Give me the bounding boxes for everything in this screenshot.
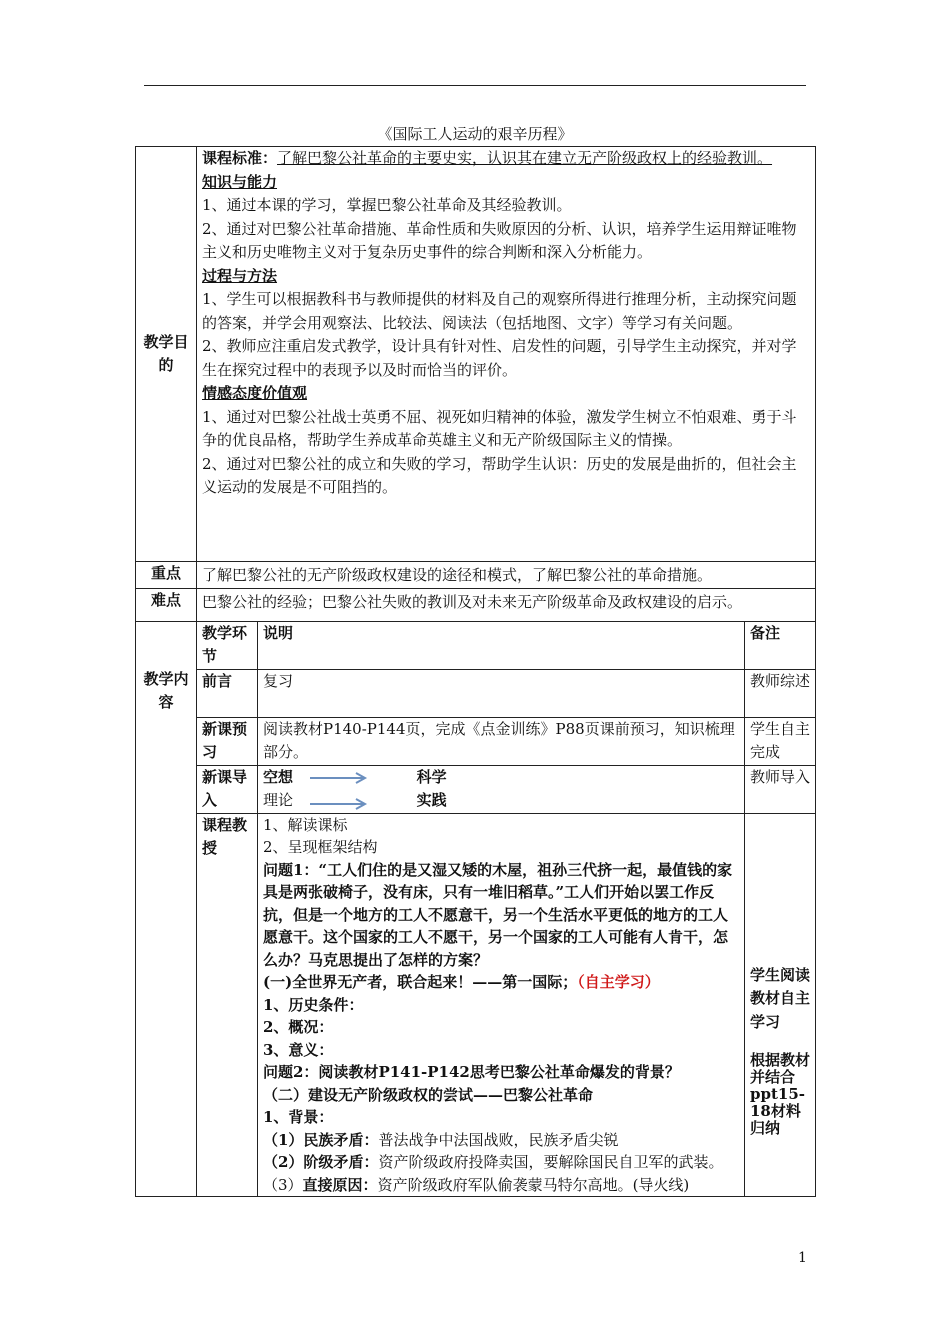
section-1-item-b: 2、概况： — [263, 1018, 334, 1036]
key-point-row — [136, 562, 816, 589]
intro-desc — [258, 765, 745, 813]
note-spacer — [750, 1034, 810, 1052]
teaching-note — [745, 813, 816, 1197]
knowledge-item-1: 1、通过本课的学习，掌握巴黎公社革命及其经验教训。 — [202, 196, 572, 214]
objectives-label: 教学目的 — [136, 147, 197, 562]
intro-line-1: 空想 科学 — [263, 767, 447, 786]
teaching-line-standard: 1、解读课标 — [263, 815, 348, 834]
emotion-heading: 情感态度价值观 — [202, 384, 308, 402]
preview-stage: 新课预习 — [197, 717, 258, 765]
teaching-desc — [258, 813, 745, 1197]
question-2: 问题2：阅读教材P141-P142思考巴黎公社革命爆发的背景？ — [263, 1063, 680, 1081]
difficulty-label: 难点 — [136, 588, 197, 621]
difficulty-row — [136, 588, 816, 621]
document-title: 《国际工人运动的艰辛历程》 — [377, 125, 573, 143]
intro-line-2: 理论 实践 — [263, 791, 447, 809]
emotion-item-1: 1、通过对巴黎公社战士英勇不屈、视死如归精神的体验，激发学生树立不怕艰难、勇于斗争的优良品格，帮助学生养成革命英雄主义和无产阶级国际主义的情操。 — [202, 407, 797, 449]
lesson-plan-table — [135, 146, 816, 1197]
background-item-2: （2）阶级矛盾：资产阶级政府投降卖国，要解除国民自卫军的武装。 — [263, 1153, 724, 1171]
question-1: 问题1：“工人们住的是又湿又矮的木屋，祖孙三代挤一起，最值钱的家具是两张破椅子，没有床，只有一堆旧稻草。”工人们开始以罢工作反抗，但是一个地方的工人不愿意干，另一个生活水平更低的地方的工人愿意干。这个国家的工人不愿干，另一个国家的工人可能有人肯干，怎么办？马克思提出了怎样的方案？ — [263, 860, 733, 969]
teaching-row — [136, 813, 816, 1197]
background-item-1: （1）民族矛盾：普法战争中法国战败，民族矛盾尖锐 — [263, 1130, 619, 1149]
page-number: 1 — [798, 1250, 807, 1266]
difficulty-text: 巴黎公社的经验；巴黎公社失败的教训及对未来无产阶级革命及政权建设的启示。 — [197, 588, 816, 621]
note-header: 备注 — [745, 621, 816, 669]
section-1-item-a: 1、历史条件： — [263, 995, 364, 1014]
course-standard: 课程标准：了解巴黎公社革命的主要史实，认识其在建立无产阶级政权上的经验教训。 — [202, 149, 773, 167]
background-heading: 1、背景： — [263, 1108, 334, 1126]
teaching-note-1: 学生阅读教材自主学习 — [750, 965, 811, 1031]
teaching-line-framework: 2、呈现框架结构 — [263, 838, 378, 856]
intro-note: 教师导入 — [745, 765, 816, 813]
preface-stage: 前言 — [197, 669, 258, 717]
section-2-heading: （二）建设无产阶级政权的尝试——巴黎公社革命 — [263, 1085, 594, 1104]
preface-row — [136, 669, 816, 717]
intro-stage: 新课导入 — [197, 765, 258, 813]
self-study-tag: （自主学习） — [577, 973, 660, 991]
teaching-stage: 课程教授 — [197, 813, 258, 1197]
teaching-note-2: 根据教材并结合ppt15-18材料归纳 — [750, 1051, 811, 1137]
background-item-3: （3）直接原因：资产阶级政府军队偷袭蒙马特尔高地。(导火线) — [263, 1175, 690, 1194]
intro-row — [136, 765, 816, 813]
emotion-item-2: 2、通过对巴黎公社的成立和失败的学习，帮助学生认识：历史的发展是曲折的，但社会主义运动的发展是不可阻挡的。 — [202, 454, 797, 496]
content-label: 教学内容 — [136, 621, 197, 1197]
section-1-heading: (一)全世界无产者，联合起来！——第一国际；（自主学习） — [263, 973, 660, 991]
key-point-label: 重点 — [136, 562, 197, 589]
process-item-2: 2、教师应注重启发式教学，设计具有针对性、启发性的问题，引导学生主动探究，并对学生在探究过程中的表现予以及时而恰当的评价。 — [202, 337, 797, 379]
preface-desc: 复习 — [258, 669, 745, 717]
preview-note: 学生自主完成 — [745, 717, 816, 765]
stage-header: 教学环节 — [197, 621, 258, 669]
right-arrow-icon — [308, 771, 370, 785]
preview-desc: 阅读教材P140-P144页，完成《点金训练》P88页课前预习，知识梳理部分。 — [258, 717, 745, 765]
process-item-1: 1、学生可以根据教科书与教师提供的材料及自己的观察所得进行推理分析，主动探究问题的答案，并学会用观察法、比较法、阅读法（包括地图、文字）等学习有关问题。 — [202, 290, 797, 332]
section-1-item-c: 3、意义： — [263, 1040, 334, 1059]
knowledge-heading: 知识与能力 — [202, 172, 278, 191]
process-heading: 过程与方法 — [202, 266, 278, 285]
key-point-text: 了解巴黎公社的无产阶级政权建设的途径和模式，了解巴黎公社的革命措施。 — [197, 562, 816, 589]
header-rule — [144, 85, 806, 86]
preface-note: 教师综述 — [745, 669, 816, 717]
right-arrow-icon — [308, 797, 370, 811]
objectives-row — [136, 147, 816, 562]
content-header-row — [136, 621, 816, 669]
objectives-content — [197, 147, 816, 562]
preview-row — [136, 717, 816, 765]
desc-header: 说明 — [258, 621, 745, 669]
knowledge-item-2: 2、通过对巴黎公社革命措施、革命性质和失败原因的分析、认识，培养学生运用辩证唯物主义和历史唯物主义对于复杂历史事件的综合判断和深入分析能力。 — [202, 219, 797, 261]
